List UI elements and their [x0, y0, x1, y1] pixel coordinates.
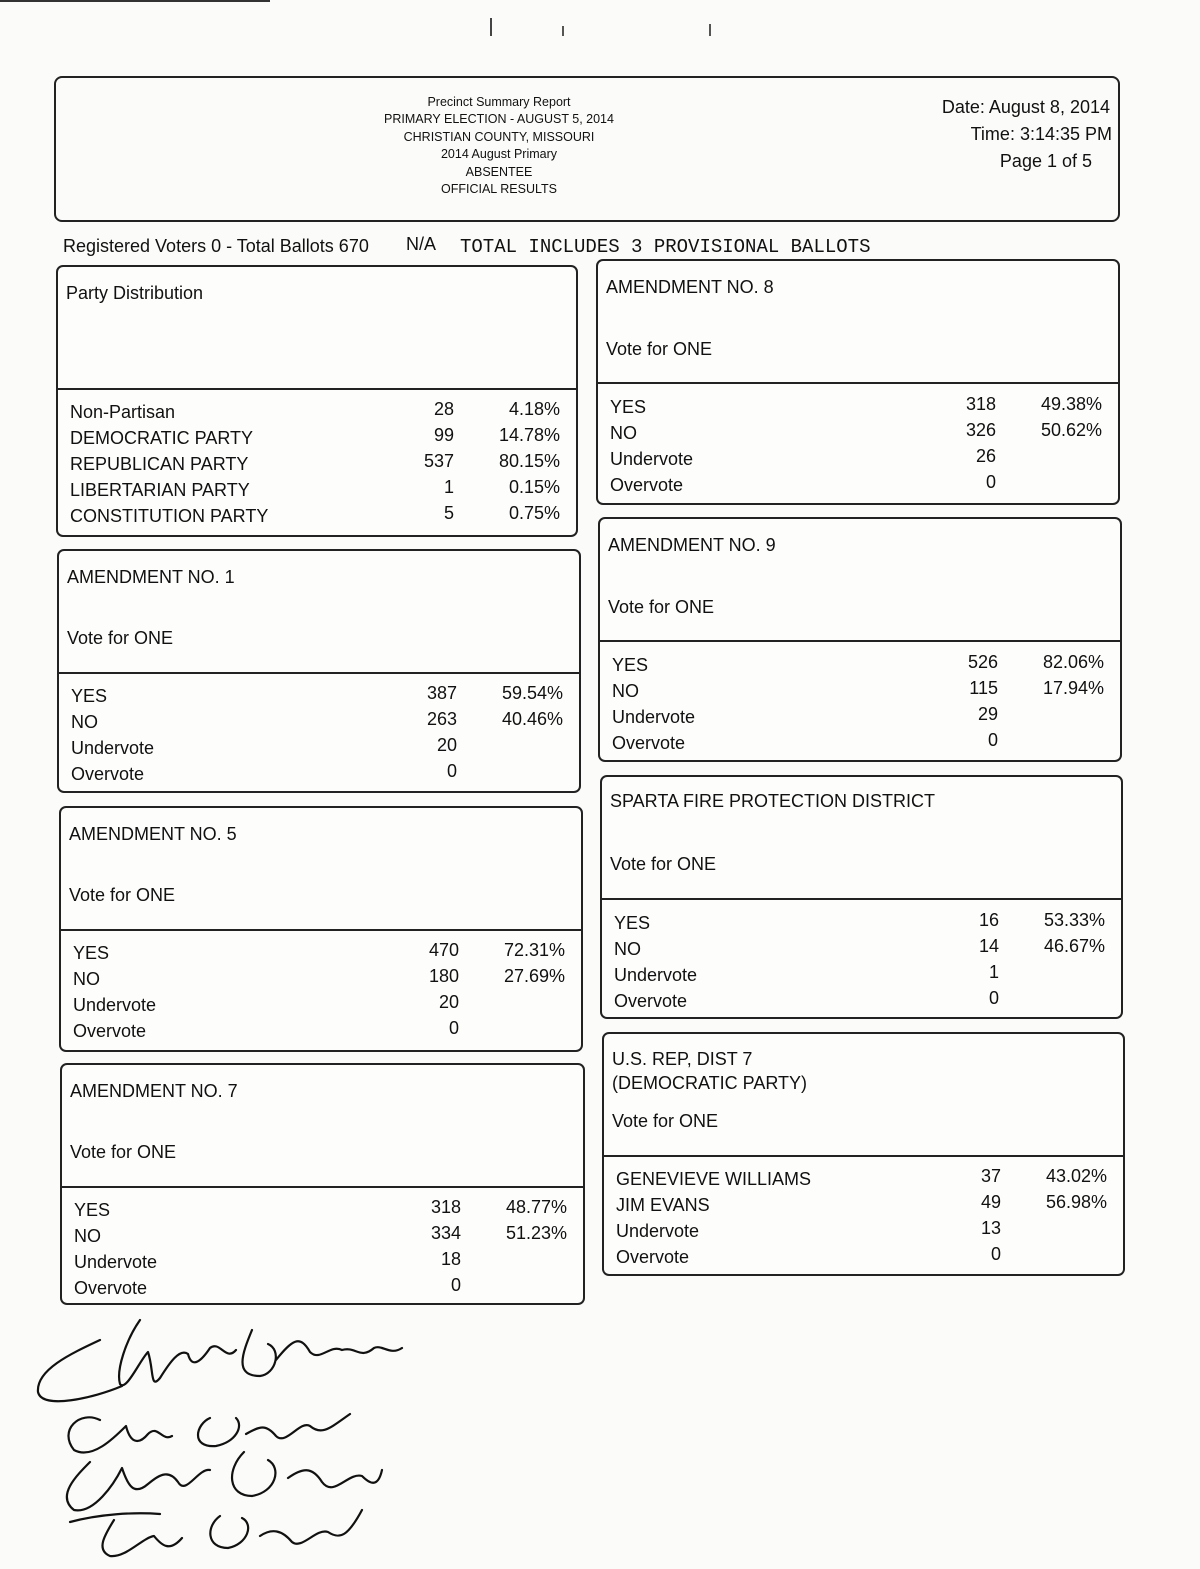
signature-1 [38, 1320, 402, 1401]
row-count: 5 [443, 503, 454, 523]
result-row [73, 940, 571, 969]
row-label: Overvote [74, 1278, 148, 1298]
report-time: Time: 3:14:35 PM [970, 124, 1112, 144]
row-label: Overvote [616, 1247, 690, 1267]
result-row [70, 399, 566, 428]
row-count: 0 [450, 1275, 461, 1295]
row-label: Overvote [73, 1021, 147, 1041]
result-row [612, 730, 1110, 759]
row-percent: 59.54% [501, 683, 563, 703]
report-title-line: PRIMARY ELECTION - AUGUST 5, 2014 [384, 112, 614, 127]
vote-for-label: Vote for ONE [67, 628, 174, 648]
result-row [71, 735, 569, 764]
contest-box-amendment-9 [598, 517, 1122, 762]
contest-title: AMENDMENT NO. 8 [606, 277, 774, 297]
contest-box-amendment-1 [57, 549, 581, 793]
row-label: LIBERTARIAN PARTY [70, 480, 250, 500]
row-label: YES [610, 397, 647, 417]
row-count: 0 [987, 730, 998, 750]
row-label: NO [73, 969, 100, 989]
divider [57, 672, 581, 674]
result-row [610, 472, 1108, 501]
row-count: 318 [430, 1197, 461, 1217]
row-label: Overvote [610, 475, 684, 495]
result-row [74, 1249, 573, 1278]
divider [600, 898, 1123, 900]
row-label: NO [610, 423, 637, 443]
divider [602, 1155, 1125, 1157]
row-count: 334 [430, 1223, 461, 1243]
row-label: YES [71, 686, 108, 706]
row-label: Undervote [614, 965, 698, 985]
row-label: Overvote [71, 764, 145, 784]
report-title-line: CHRISTIAN COUNTY, MISSOURI [403, 129, 595, 144]
row-count: 263 [426, 709, 457, 729]
row-label: Overvote [614, 991, 688, 1011]
contest-box-amendment-7 [60, 1063, 585, 1305]
row-percent: 27.69% [503, 966, 565, 986]
contest-title: AMENDMENT NO. 7 [70, 1081, 238, 1101]
row-count: 26 [975, 446, 996, 466]
result-row [70, 503, 566, 532]
row-label: YES [73, 943, 110, 963]
vote-for-label: Vote for ONE [610, 854, 717, 874]
contest-title: U.S. REP, DIST 7 (DEMOCRATIC PARTY) [612, 1049, 808, 1093]
result-row [614, 988, 1111, 1017]
result-row [616, 1166, 1113, 1195]
row-count: 20 [438, 992, 459, 1012]
scan-tick-mark [709, 24, 711, 36]
result-row [610, 394, 1108, 423]
row-label: Undervote [616, 1221, 700, 1241]
row-count: 20 [436, 735, 457, 755]
row-count: 28 [433, 399, 454, 419]
vote-for-label: Vote for ONE [70, 1142, 177, 1162]
result-row [73, 992, 571, 1021]
contest-title: SPARTA FIRE PROTECTION DISTRICT [610, 791, 936, 811]
row-count: 0 [990, 1244, 1001, 1264]
row-percent: 46.67% [1043, 936, 1105, 956]
report-title-line: 2014 August Primary [440, 147, 558, 162]
row-percent: 4.18% [508, 399, 560, 419]
result-row [614, 910, 1111, 939]
row-percent: 53.33% [1043, 910, 1105, 930]
row-count: 1 [988, 962, 999, 982]
row-count: 29 [977, 704, 998, 724]
signature-3 [67, 1452, 382, 1510]
row-percent: 0.15% [508, 477, 560, 497]
row-label: NO [612, 681, 639, 701]
signature-4 [70, 1510, 362, 1556]
row-count: 16 [978, 910, 999, 930]
row-label: Undervote [71, 738, 155, 758]
row-percent: 0.75% [508, 503, 560, 523]
vote-for-label: Vote for ONE [608, 597, 715, 617]
row-count: 0 [988, 988, 999, 1008]
row-label: JIM EVANS [616, 1195, 710, 1215]
row-percent: 51.23% [505, 1223, 567, 1243]
result-row [612, 704, 1110, 733]
row-label: YES [612, 655, 649, 675]
row-count: 14 [978, 936, 999, 956]
row-label: NO [71, 712, 98, 732]
result-row [74, 1197, 573, 1226]
signatures-graphic [30, 1300, 450, 1565]
result-row [616, 1192, 1113, 1221]
report-meta [942, 94, 1110, 175]
contest-box-amendment-8 [596, 259, 1120, 505]
row-label: NO [74, 1226, 101, 1246]
row-count: 0 [446, 761, 457, 781]
row-count: 318 [965, 394, 996, 414]
result-row [73, 1018, 571, 1047]
row-label: CONSTITUTION PARTY [70, 506, 269, 526]
row-label: NO [614, 939, 641, 959]
result-row [71, 761, 569, 790]
row-percent: 72.31% [503, 940, 565, 960]
row-count: 0 [985, 472, 996, 492]
ballot-summary: Registered Voters 0 - Total Ballots 670 [63, 236, 369, 256]
contest-title: AMENDMENT NO. 5 [69, 824, 237, 844]
result-row [616, 1218, 1113, 1247]
result-row [616, 1244, 1113, 1273]
row-count: 387 [426, 683, 457, 703]
provisional-note: TOTAL INCLUDES 3 PROVISIONAL BALLOTS [460, 236, 871, 258]
row-count: 49 [980, 1192, 1001, 1212]
report-date: Date: August 8, 2014 [941, 97, 1110, 117]
row-label: Overvote [612, 733, 686, 753]
party-distribution-box [56, 265, 578, 537]
row-label: GENEVIEVE WILLIAMS [616, 1169, 812, 1189]
row-count: 180 [428, 966, 459, 986]
row-count: 0 [448, 1018, 459, 1038]
row-count: 470 [428, 940, 459, 960]
row-label: Undervote [612, 707, 696, 727]
result-row [74, 1223, 573, 1252]
row-count: 99 [433, 425, 454, 445]
row-percent: 48.77% [505, 1197, 567, 1217]
vote-for-label: Vote for ONE [612, 1111, 719, 1131]
row-percent: 49.38% [1040, 394, 1102, 414]
result-row [612, 678, 1110, 707]
report-title-line: ABSENTEE [465, 164, 533, 179]
report-header [54, 76, 1120, 222]
result-row [70, 451, 566, 480]
signature-2 [68, 1414, 350, 1453]
result-row [612, 652, 1110, 681]
row-label: Non-Partisan [70, 402, 176, 422]
vote-for-label: Vote for ONE [69, 885, 176, 905]
row-label: REPUBLICAN PARTY [70, 454, 249, 474]
row-count: 526 [967, 652, 998, 672]
registered-na: N/A [406, 234, 437, 254]
row-percent: 82.06% [1042, 652, 1104, 672]
contest-box-us-rep-dist-7 [602, 1032, 1125, 1276]
row-label: YES [74, 1200, 111, 1220]
divider [59, 929, 583, 931]
row-count: 326 [965, 420, 996, 440]
box-title: Party Distribution [66, 283, 204, 303]
result-row [70, 425, 566, 454]
row-percent: 80.15% [498, 451, 560, 471]
report-title-block [56, 94, 942, 198]
result-row [71, 683, 569, 712]
row-percent: 14.78% [498, 425, 560, 445]
result-row [71, 709, 569, 738]
scan-edge-mark [0, 0, 270, 2]
row-percent: 17.94% [1042, 678, 1104, 698]
result-row [73, 966, 571, 995]
row-label: Undervote [74, 1252, 158, 1272]
row-count: 1 [443, 477, 454, 497]
scan-tick-mark [490, 18, 492, 36]
divider [56, 388, 578, 390]
report-title-line: Precinct Summary Report [427, 95, 571, 109]
row-count: 37 [980, 1166, 1001, 1186]
divider [598, 640, 1122, 642]
row-label: DEMOCRATIC PARTY [70, 428, 254, 448]
row-percent: 56.98% [1045, 1192, 1107, 1212]
page-number: Page 1 of 5 [999, 151, 1092, 171]
contest-box-amendment-5 [59, 806, 583, 1052]
contest-title: AMENDMENT NO. 9 [608, 535, 776, 555]
divider [60, 1186, 585, 1188]
result-row [610, 446, 1108, 475]
divider [596, 382, 1120, 384]
contest-title: AMENDMENT NO. 1 [67, 567, 235, 587]
row-count: 13 [980, 1218, 1001, 1238]
row-label: Undervote [610, 449, 694, 469]
row-count: 18 [440, 1249, 461, 1269]
row-percent: 40.46% [501, 709, 563, 729]
result-row [610, 420, 1108, 449]
row-count: 115 [969, 678, 998, 698]
report-title-line: OFFICIAL RESULTS [441, 182, 557, 197]
contest-box-sparta-fire [600, 775, 1123, 1019]
row-percent: 43.02% [1045, 1166, 1107, 1186]
row-label: Undervote [73, 995, 157, 1015]
result-row [70, 477, 566, 506]
row-count: 537 [423, 451, 454, 471]
result-row [614, 962, 1111, 991]
row-percent: 50.62% [1040, 420, 1102, 440]
scan-tick-mark [562, 26, 564, 36]
vote-for-label: Vote for ONE [606, 339, 713, 359]
row-label: YES [614, 913, 651, 933]
result-row [614, 936, 1111, 965]
